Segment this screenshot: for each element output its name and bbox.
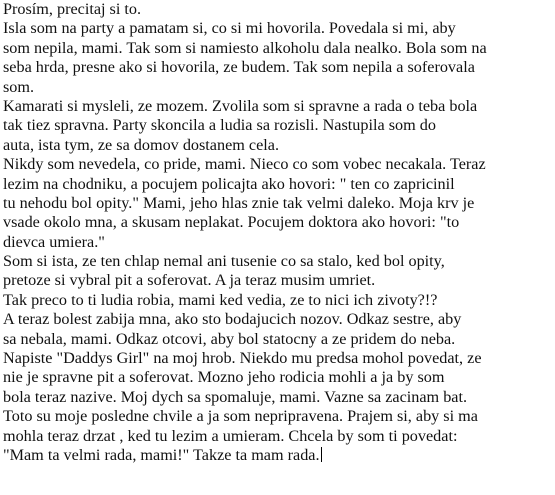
text-line: Isla som na party a pamatam si, co si mi hovorila. Povedala si mi, aby: [3, 19, 456, 38]
text-line: Nikdy som nevedela, co pride, mami. Nieco co som vobec necakala. Teraz: [3, 155, 486, 174]
last-line[interactable]: [3, 446, 553, 465]
text-line: Kamarati si mysleli, ze mozem. Zvolila som si spravne a rada o teba bola: [3, 96, 478, 115]
text-line: Prosím, precitaj si to.: [3, 0, 142, 18]
text-line: mohla teraz drzat , ked tu lezim a umieram. Chcela by som ti povedat:: [3, 426, 458, 445]
text-line: lezim na chodniku, a pocujem policajta ako hovori: " ten co zapricinil: [3, 174, 455, 193]
document-text: [3, 0, 553, 465]
text-line: tak tiez spravna. Party skoncila a ludia sa rozisli. Nastupila som do: [3, 116, 436, 135]
text-line: auta, ista tym, ze sa domov dostanem cela.: [3, 135, 280, 154]
text-line: Tak preco to ti ludia robia, mami ked vedia, ze to nici ich zivoty?!?: [3, 290, 438, 309]
text-line: Som si ista, ze ten chlap nemal ani tusenie co sa stalo, ked bol opity,: [3, 252, 445, 271]
text-line: vsade okolo mna, a skusam neplakat. Pocujem doktora ako hovori: "to: [3, 213, 460, 232]
text-line: sa nebala, mami. Odkaz otcovi, aby bol statocny a ze pridem do neba.: [3, 329, 456, 348]
text-line: som nepila, mami. Tak som si namiesto alkoholu dala nealko. Bola som na: [3, 38, 487, 57]
text-line: tu nehodu bol opity." Mami, jeho hlas znie tak velmi daleko. Moja krv je: [3, 193, 475, 212]
text-line: A teraz bolest zabija mna, ako sto bodajucich nozov. Odkaz sestre, aby: [3, 310, 462, 329]
text-line: bola teraz nazive. Moj dych sa spomaluje, mami. Vazne sa zacinam bat.: [3, 387, 468, 406]
text-line: pretoze si vybral pit a soferovat. A ja teraz musim umriet.: [3, 271, 376, 290]
text-line: seba hrda, presne ako si hovorila, ze budem. Tak som nepila a soferovala: [3, 58, 475, 77]
text-cursor: [321, 447, 322, 462]
text-line: "Mam ta velmi rada, mami!" Takze ta mam rada.: [3, 445, 320, 464]
text-line: dievca umiera.": [3, 232, 105, 251]
text-line: som.: [3, 77, 35, 96]
text-line: Napiste "Daddys Girl" na moj hrob. Niekdo mu predsa mohol povedat, ze: [3, 349, 482, 368]
text-line: nie je spravne pit a soferovat. Mozno jeho rodicia mohli a ja by som: [3, 368, 445, 387]
text-line: Toto su moje posledne chvile a ja som nepripravena. Prajem si, aby si ma: [3, 407, 478, 426]
